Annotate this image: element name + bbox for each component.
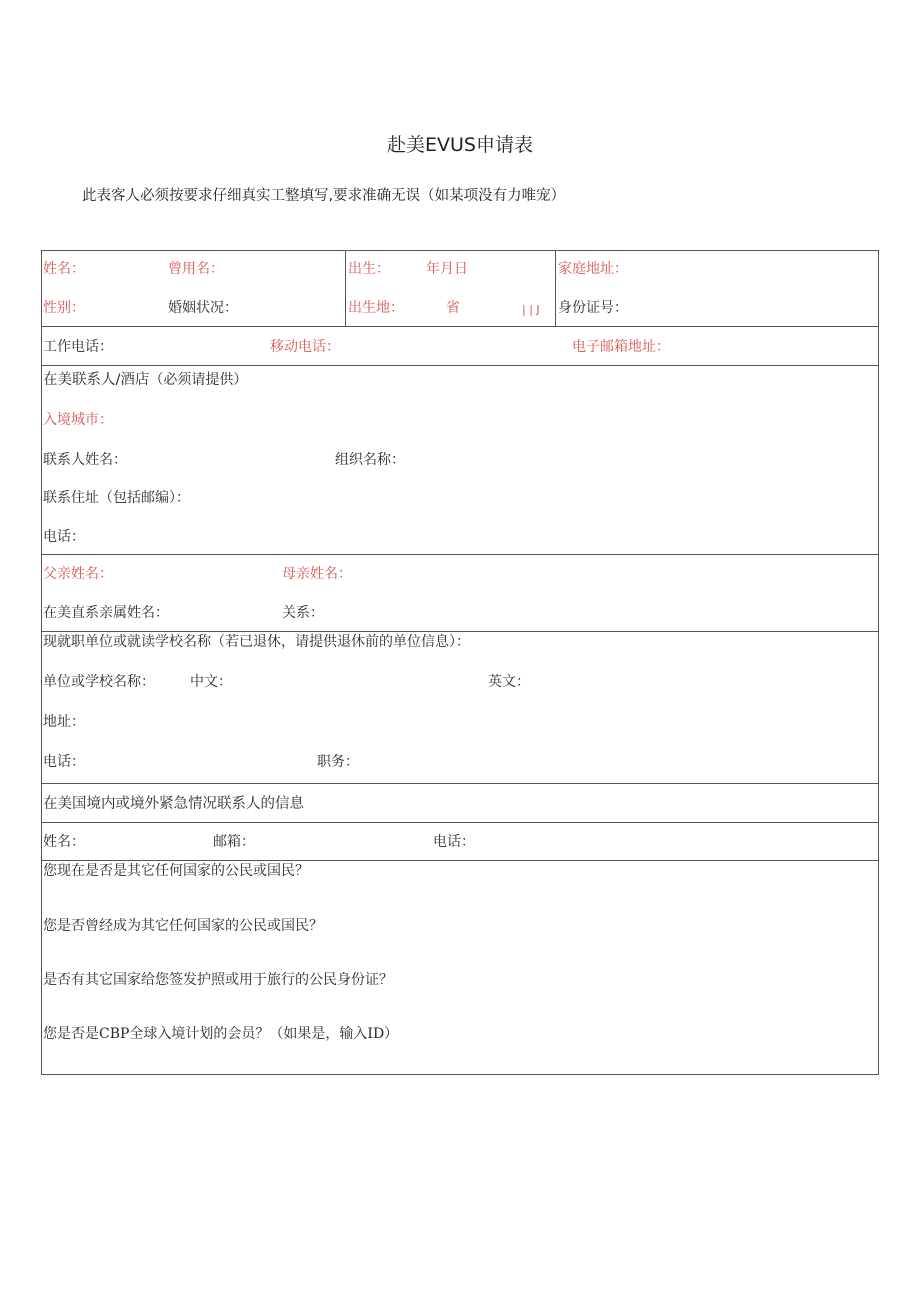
email-label: 电子邮箱地址： (572, 339, 670, 355)
birth-date-label: 年月日 (426, 261, 468, 277)
us-contact-header (43, 371, 247, 389)
us-contact-header-text: 在美联系人/酒店 (43, 372, 150, 388)
gender-label: 性别： (43, 300, 85, 316)
emergency-name-label: 姓名： (43, 834, 85, 850)
row-divider (41, 783, 879, 784)
birthplace-label: 出生地： (348, 300, 404, 316)
used-name-label: 曾用名： (168, 261, 224, 277)
position-label: 职务： (317, 754, 359, 770)
province-label: 省 (446, 300, 460, 316)
question-other-passport: 是否有其它国家给您签发护照或用于旅行的公民身份证？ (43, 972, 393, 988)
contact-address-label: 联系住址（包括邮编）： (43, 490, 190, 506)
employment-header: 现就职单位或就读学校名称（若已退休，请提供退休前的单位信息）： (43, 634, 470, 650)
column-divider (345, 250, 346, 326)
city-mark: | | J (522, 303, 540, 316)
father-name-label: 父亲姓名： (43, 566, 113, 582)
table-border-bottom (41, 1074, 879, 1075)
id-number-label: 身份证号： (558, 300, 628, 316)
marital-status-label: 婚姻状况： (168, 300, 238, 316)
row-divider (41, 365, 879, 366)
chinese-name-label: 中文： (190, 674, 232, 690)
row-divider (41, 554, 879, 555)
relation-label: 关系： (282, 605, 324, 621)
us-relative-name-label: 在美直系亲属姓名： (43, 605, 169, 621)
contact-name-label: 联系人姓名： (43, 452, 127, 468)
table-border-right (878, 250, 879, 1075)
emergency-email-label: 邮箱： (213, 834, 255, 850)
table-border-left (41, 250, 42, 1075)
emergency-phone-label: 电话： (433, 834, 475, 850)
contact-phone-label: 电话： (43, 529, 85, 545)
question-cbp-member: 您是否是CBP全球入境计划的会员？（如果是，输入ID） (43, 1026, 399, 1042)
home-address-label: 家庭地址： (558, 261, 628, 277)
row-divider (41, 631, 879, 632)
question-former-citizenship: 您是否曾经成为其它任何国家的公民或国民？ (43, 918, 323, 934)
work-phone-label: 工作电话： (43, 339, 113, 355)
row-divider (41, 822, 879, 823)
unit-name-label: 单位或学校名称： (43, 674, 155, 690)
emergency-header: 在美国境内或境外紧急情况联系人的信息 (43, 796, 304, 812)
us-contact-header-note: （必须请提供） (149, 372, 248, 388)
employment-phone-label: 电话： (43, 754, 85, 770)
mobile-phone-label: 移动电话： (270, 339, 340, 355)
entry-city-label: 入境城市： (43, 412, 113, 428)
table-border-top (41, 250, 879, 251)
mother-name-label: 母亲姓名： (282, 566, 352, 582)
employment-address-label: 地址： (43, 714, 85, 730)
name-label: 姓名： (43, 261, 85, 277)
form-title: 赴美EVUS申请表 (387, 134, 533, 156)
form-instructions: 此表客人必须按要求仔细真实工整填写,要求准确无误（如某项没有力唯宠） (82, 188, 566, 204)
birth-label: 出生： (348, 261, 390, 277)
org-name-label: 组织名称： (335, 452, 405, 468)
column-divider (555, 250, 556, 326)
row-divider (41, 860, 879, 861)
english-name-label: 英文： (488, 674, 530, 690)
question-other-citizenship: 您现在是否是其它任何国家的公民或国民？ (43, 863, 309, 879)
row-divider (41, 326, 879, 327)
